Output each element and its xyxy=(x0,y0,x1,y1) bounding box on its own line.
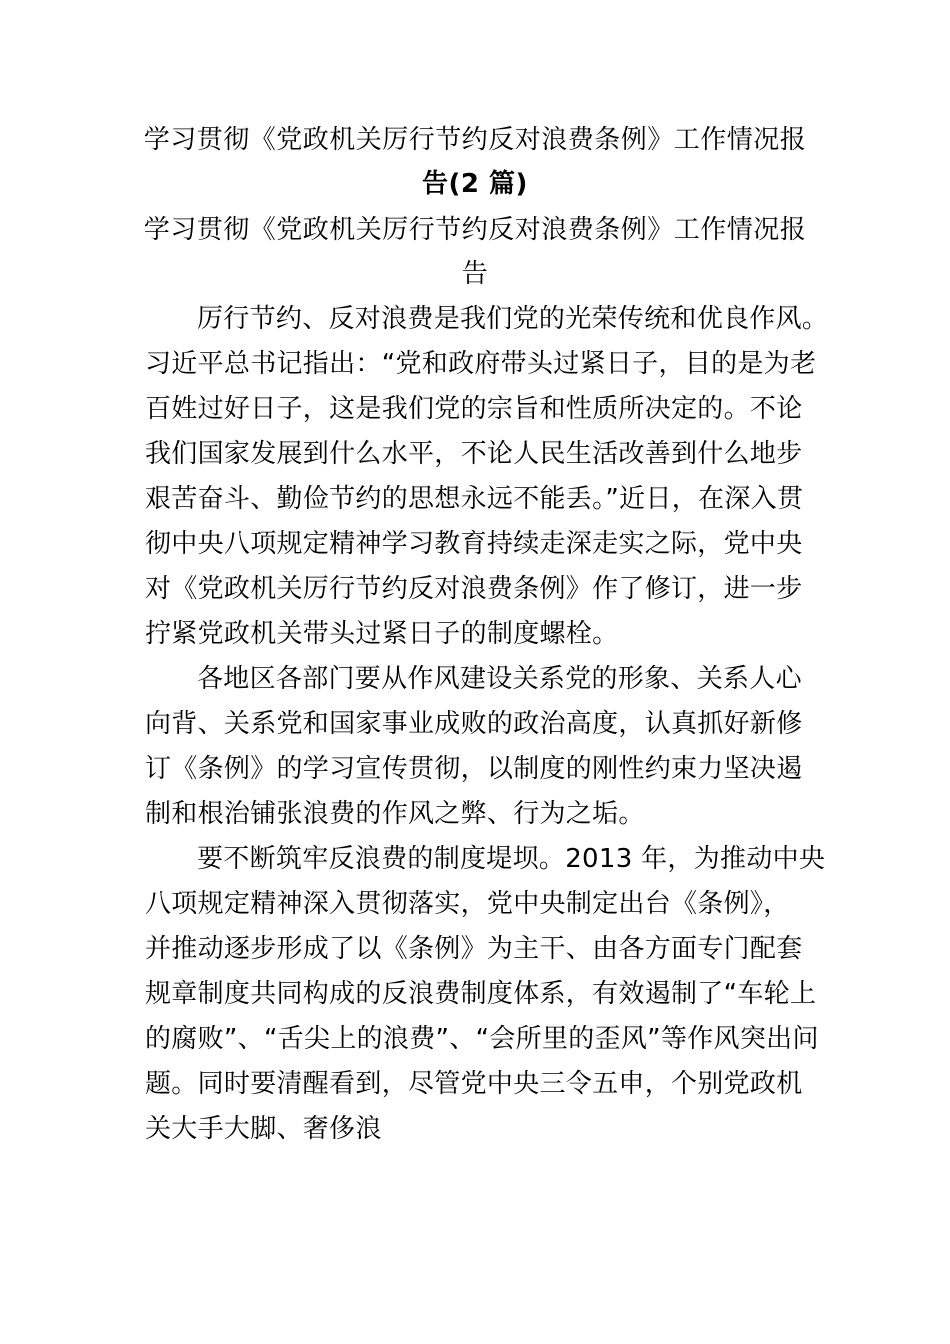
article-title-line-1: 学习贯彻《党政机关厉行节约反对浪费条例》工作情况报 xyxy=(143,215,807,245)
paragraph-1-line: 彻中央八项规定精神学习教育持续走深走实之际，党中央 xyxy=(145,529,803,559)
article-body xyxy=(145,297,829,1152)
article-title-line-2: 告 xyxy=(461,259,489,289)
paragraph-1-line: 习近平总书记指出：“党和政府带头过紧日子，目的是为老 xyxy=(145,349,817,379)
paragraph-3-line: 规章制度共同构成的反浪费制度体系，有效遏制了“车轮上 xyxy=(145,979,817,1009)
paragraph-1-line: 拧紧党政机关带头过紧日子的制度螺栓。 xyxy=(145,619,619,649)
document-title-line-1: 学习贯彻《党政机关厉行节约反对浪费条例》工作情况报 xyxy=(143,125,807,155)
paragraph-1-line: 百姓过好日子，这是我们党的宗旨和性质所决定的。不论 xyxy=(145,394,803,424)
paragraph-1-line: 厉行节约、反对浪费是我们党的光荣传统和优良作风。 xyxy=(197,304,829,334)
paragraph-3-line: 的腐败”、“舌尖上的浪费”、“会所里的歪风”等作风突出问 xyxy=(145,1024,819,1054)
document-title-line-2: 告(2 篇) xyxy=(422,169,528,199)
paragraph-1-line: 我们国家发展到什么水平，不论人民生活改善到什么地步 xyxy=(145,439,803,469)
paragraph-3-line: 要不断筑牢反浪费的制度堤坝。2013 年，为推动中央 xyxy=(197,844,826,874)
paragraph-3-line: 题。同时要清醒看到，尽管党中央三令五申，个别党政机 xyxy=(145,1069,803,1099)
paragraph-3-line: 八项规定精神深入贯彻落实，党中央制定出台《条例》， xyxy=(145,889,790,919)
paragraph-1-line: 艰苦奋斗、勤俭节约的思想永远不能丢。”近日，在深入贯 xyxy=(145,484,804,514)
paragraph-2-line: 各地区各部门要从作风建设关系党的形象、关系人心 xyxy=(197,664,802,694)
paragraph-3-line: 并推动逐步形成了以《条例》为主干、由各方面专门配套 xyxy=(145,934,803,964)
paragraph-2-line: 制和根治铺张浪费的作风之弊、行为之垢。 xyxy=(145,799,645,829)
paragraph-2-line: 向背、关系党和国家事业成败的政治高度，认真抓好新修 xyxy=(145,709,803,739)
paragraph-1-line: 对《党政机关厉行节约反对浪费条例》作了修订，进一步 xyxy=(145,574,803,604)
paragraph-2-line: 订《条例》的学习宣传贯彻，以制度的刚性约束力坚决遏 xyxy=(145,754,803,784)
paragraph-3-line: 关大手大脚、奢侈浪 xyxy=(145,1114,382,1144)
